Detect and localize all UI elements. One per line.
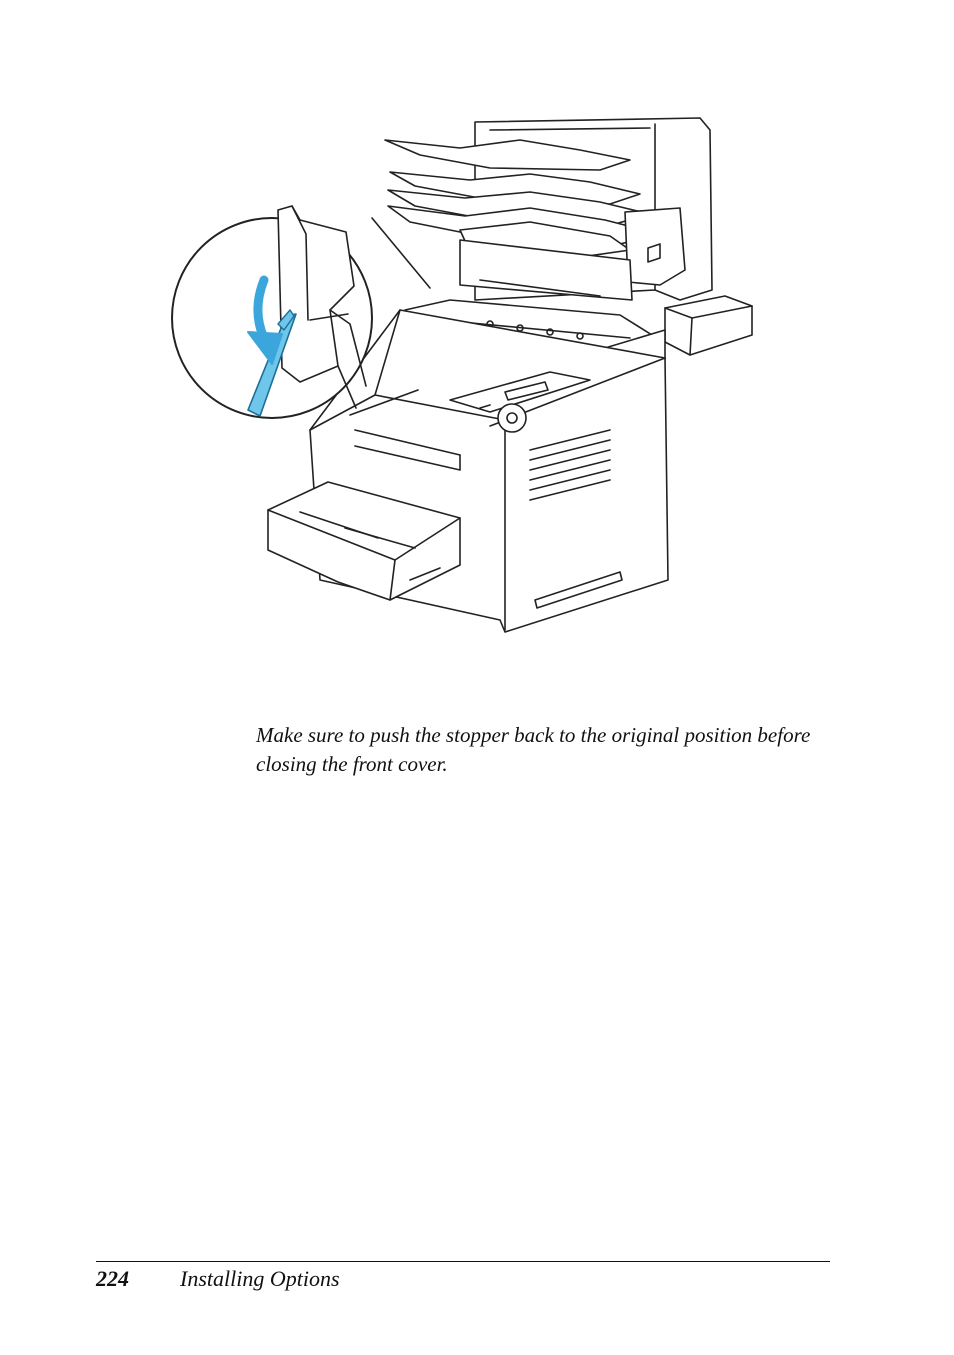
section-title: Installing Options (180, 1266, 340, 1291)
page-number: 224 (96, 1266, 129, 1291)
stopper-detail-callout (172, 206, 372, 418)
stopper-note: Make sure to push the stopper back to the original position before closing the front cover. (256, 723, 811, 776)
footer-divider (96, 1261, 830, 1262)
mailbox-unit (385, 118, 712, 300)
printer-illustration (160, 110, 770, 655)
